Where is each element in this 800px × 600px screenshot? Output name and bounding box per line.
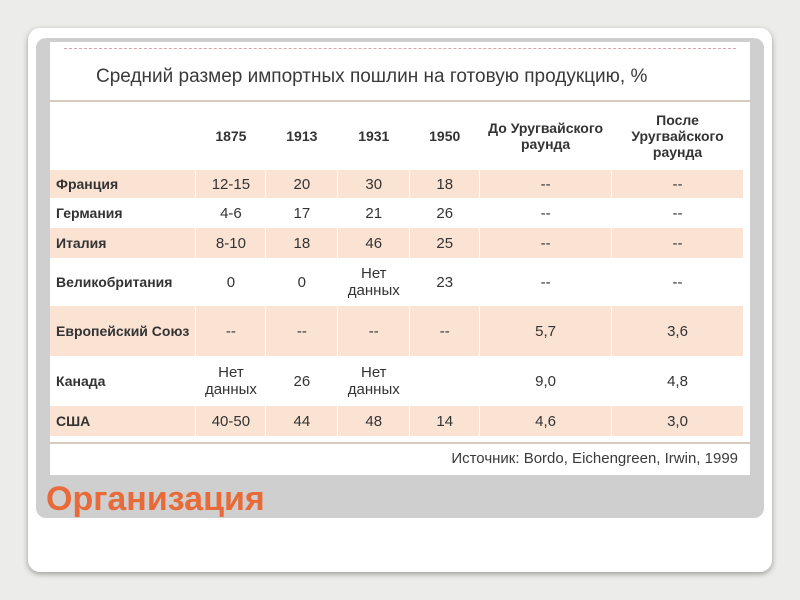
table-header-row: [50, 102, 744, 170]
value-cell: Нет данных: [338, 258, 410, 306]
country-cell: Европейский Союз: [50, 306, 196, 356]
table-row: [50, 170, 744, 198]
tariff-table: [50, 102, 744, 436]
value-cell: 30: [338, 170, 410, 198]
value-cell: --: [480, 228, 612, 258]
header-cell: 1931: [358, 128, 390, 144]
value-cell: Нет данных: [338, 356, 410, 406]
value-cell: --: [612, 228, 744, 258]
value-cell: 23: [410, 258, 480, 306]
header-cell: До Уругвайского раунда: [488, 120, 604, 152]
source-divider: [50, 442, 750, 444]
value-cell: --: [196, 306, 266, 356]
table-title: Средний размер импортных пошлин на готовую продукцию, %: [96, 66, 648, 87]
value-cell: --: [612, 258, 744, 306]
value-cell: 18: [410, 170, 480, 198]
country-cell: Франция: [50, 170, 196, 198]
value-cell: --: [338, 306, 410, 356]
value-cell: 26: [266, 356, 338, 406]
table-row: [50, 306, 744, 356]
value-cell: 0: [266, 258, 338, 306]
table-row: [50, 356, 744, 406]
value-cell: 9,0: [480, 356, 612, 406]
value-cell: --: [480, 258, 612, 306]
value-cell: 46: [338, 228, 410, 258]
value-cell: 3,6: [612, 306, 744, 356]
source-note: Источник: Bordo, Eichengreen, Irwin, 1999: [451, 450, 738, 467]
value-cell: --: [266, 306, 338, 356]
value-cell: 4,8: [612, 356, 744, 406]
country-cell: США: [50, 406, 196, 436]
value-cell: 0: [196, 258, 266, 306]
value-cell: 25: [410, 228, 480, 258]
value-cell: --: [410, 306, 480, 356]
value-cell: 18: [266, 228, 338, 258]
country-cell: Италия: [50, 228, 196, 258]
value-cell: 4-6: [196, 198, 266, 228]
value-cell: --: [480, 198, 612, 228]
header-cell: 1913: [286, 128, 318, 144]
value-cell: 48: [338, 406, 410, 436]
table-row: [50, 406, 744, 436]
value-cell: 26: [410, 198, 480, 228]
tariff-table-image: [50, 42, 750, 475]
value-cell: 44: [266, 406, 338, 436]
country-cell: Великобритания: [50, 258, 196, 306]
value-cell: 3,0: [612, 406, 744, 436]
value-cell: 17: [266, 198, 338, 228]
header-cell: 1875: [215, 128, 247, 144]
value-cell: 21: [338, 198, 410, 228]
header-cell: [50, 102, 196, 170]
header-cell: После Уругвайского раунда: [631, 112, 724, 160]
value-cell: 4,6: [480, 406, 612, 436]
value-cell: 12-15: [196, 170, 266, 198]
value-cell: [410, 356, 480, 406]
value-cell: Нет данных: [196, 356, 266, 406]
value-cell: --: [612, 198, 744, 228]
table-row: [50, 228, 744, 258]
value-cell: 5,7: [480, 306, 612, 356]
value-cell: 8-10: [196, 228, 266, 258]
value-cell: --: [480, 170, 612, 198]
value-cell: --: [612, 170, 744, 198]
value-cell: 40-50: [196, 406, 266, 436]
value-cell: 14: [410, 406, 480, 436]
table-row: [50, 258, 744, 306]
table-row: [50, 198, 744, 228]
dashed-divider: [64, 48, 736, 49]
value-cell: 20: [266, 170, 338, 198]
slide-title: Организация: [46, 480, 265, 518]
country-cell: Германия: [50, 198, 196, 228]
header-cell: 1950: [429, 128, 461, 144]
country-cell: Канада: [50, 356, 196, 406]
